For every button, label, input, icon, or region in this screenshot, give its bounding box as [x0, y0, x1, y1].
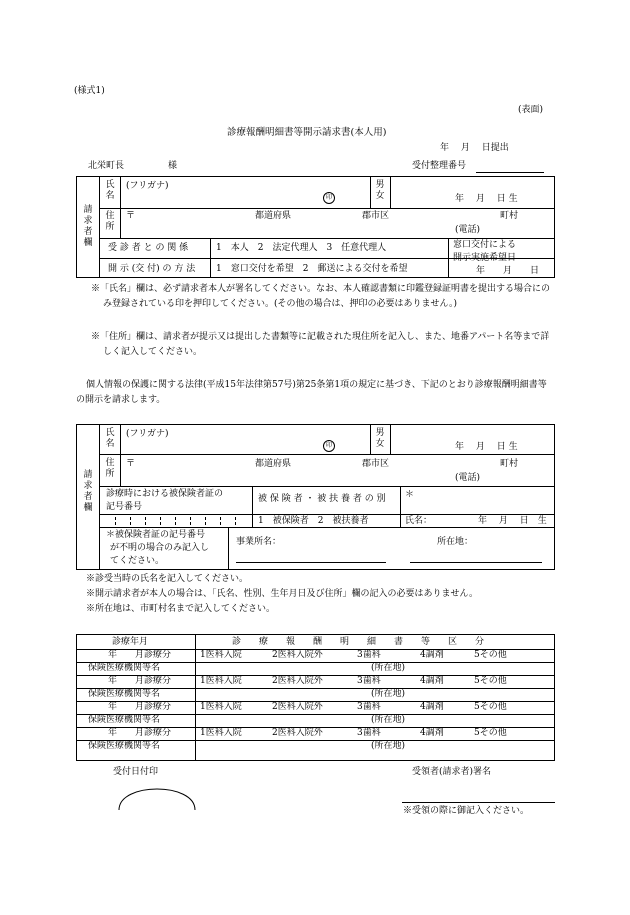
insurance-label-2: 記号番号: [106, 502, 143, 512]
table-cell-pharmacy: 4調剤: [420, 676, 444, 686]
seal-mark-2: 印: [323, 440, 335, 452]
table-cell-medical-inpatient: 1医科入院: [200, 650, 242, 660]
birth-date-2: 年 月 日 生: [455, 442, 518, 452]
office-label: 事業所名：: [236, 537, 282, 547]
relation-label: 受 診 者 と の 関 係: [108, 243, 189, 253]
requester-side-label-2: 請求者欄: [83, 470, 93, 513]
page-side: (表面): [518, 105, 544, 115]
table-cell-pharmacy: 4調剤: [420, 650, 444, 660]
table-cell-pharmacy: 4調剤: [420, 702, 444, 712]
address-label: 住所: [105, 211, 115, 232]
receipt-number-line: [476, 172, 544, 173]
table-cell-dental: 3歯科: [357, 702, 381, 712]
name-label-2: 氏名: [105, 428, 115, 449]
relation-options[interactable]: 1 本人 2 法定代理人 3 任意代理人: [216, 243, 387, 253]
addressee: 北栄町長: [88, 161, 125, 171]
note-location: ※所在地は、市町村名まで記入してください。: [86, 604, 276, 614]
table-cell-dental: 3歯科: [357, 728, 381, 738]
table-cell-medical-outpatient: 2医科入院外: [272, 676, 323, 686]
table-cell-pharmacy: 4調剤: [420, 728, 444, 738]
table-cell-medical-inpatient: 1医科入院: [200, 728, 242, 738]
receipt-number-label: 受付整理番号: [412, 161, 467, 171]
furigana-label: (フリガナ): [126, 181, 169, 191]
phone-label-2: (電話): [455, 473, 481, 483]
signature-line[interactable]: [402, 802, 555, 803]
table-cell-medical-outpatient: 2医科入院外: [272, 702, 323, 712]
table-cell-other: 5その他: [474, 728, 507, 738]
birth-date: 年 月 日 生: [455, 194, 518, 204]
table-cell-location: (所在地): [371, 689, 406, 699]
table-cell-medical-outpatient: 2医科入院外: [272, 650, 323, 660]
table-cell-facility: 保険医療機関等名: [88, 741, 161, 751]
note-name: ※「氏名」欄は、必ず請求者本人が署名してください。なお、本人確認書類に印鑑登録証明書を提出する場合にのみ登録されている印を押印してください。(その他の場合は、押印の必要はありません。): [91, 284, 551, 309]
table-cell-medical-outpatient: 2医科入院外: [272, 728, 323, 738]
town-label: 町村: [500, 211, 519, 221]
office-line: [236, 562, 386, 563]
col-header-category: 診 療 報 酬 明 細 書 等 区 分: [232, 637, 485, 647]
table-cell-month: 年 月診療分: [108, 676, 172, 686]
prefecture-label-2: 都道府県: [255, 459, 292, 469]
unknown-note-2: が不明の場合のみ記入し: [110, 543, 210, 553]
postal-mark: 〒: [126, 211, 136, 221]
stamp-arc: [117, 776, 197, 811]
table-cell-facility: 保険医療機関等名: [88, 715, 161, 725]
table-cell-dental: 3歯科: [357, 650, 381, 660]
window-label-2: 開示実施希望日: [453, 253, 517, 263]
insured-birth: 年 月 日 生: [478, 516, 547, 526]
unknown-note-3: てください。: [110, 556, 165, 566]
page-title: 診療報酬明細書等開示請求書(本人用): [227, 127, 387, 138]
table-cell-location: (所在地): [371, 715, 406, 725]
method-options[interactable]: 1 窓口交付を希望 2 郵送による交付を希望: [216, 264, 408, 274]
location-label: 所在地：: [437, 537, 474, 547]
note-address: ※「住所」欄は、請求者が提示又は提出した書類等に記載された現住所を記入し、また、地番アパート名等まで詳しく記入してください。: [91, 332, 550, 357]
postal-mark-2: 〒: [126, 459, 136, 469]
table-cell-facility: 保険医療機関等名: [88, 689, 161, 699]
request-paragraph: 個人情報の保護に関する法律(平成15年法律第57号)第25条第1項の規定に基づき、下記のとおり診療報酬明細書等の開示を請求します。: [76, 380, 547, 405]
table-cell-month: 年 月診療分: [108, 728, 172, 738]
table-cell-location: (所在地): [371, 741, 406, 751]
method-label: 開 示 (交 付) の 方 法: [108, 264, 196, 274]
table-cell-facility: 保険医療機関等名: [88, 663, 161, 673]
table-cell-month: 年 月診療分: [108, 650, 172, 660]
insurance-label-1: 診療時における被保険者証の: [106, 489, 224, 499]
table-cell-location: (所在地): [371, 663, 406, 673]
unknown-note-1: ＊被保険者証の記号番号: [106, 530, 206, 540]
table-cell-month: 年 月診療分: [108, 702, 172, 712]
reception-stamp-label: 受付日付印: [113, 767, 159, 777]
insured-type-label: 被 保 険 者 ・ 被 扶 養 者 の 別: [258, 494, 386, 504]
table-cell-dental: 3歯科: [357, 676, 381, 686]
table-cell-other: 5その他: [474, 676, 507, 686]
gender-label-2: 男女: [375, 428, 385, 449]
city-label-2: 郡市区: [362, 459, 390, 469]
table-cell-medical-inpatient: 1医科入院: [200, 676, 242, 686]
asterisk-mark: ＊: [405, 490, 415, 500]
town-label-2: 町村: [500, 459, 519, 469]
table-cell-medical-inpatient: 1医科入院: [200, 702, 242, 712]
window-label-1: 窓口交付による: [453, 240, 517, 250]
name-label: 氏名: [105, 180, 115, 201]
window-date: 年 月 日: [476, 266, 540, 276]
insured-options[interactable]: 1 被保険者 2 被扶養者: [258, 516, 369, 526]
location-line: [410, 562, 542, 563]
submit-date: 年 月 日提出: [440, 143, 509, 153]
signature-note: ※受領の際に御記入ください。: [403, 806, 530, 816]
gender-label: 男女: [375, 180, 385, 201]
address-label-2: 住所: [105, 458, 115, 479]
phone-label: (電話): [455, 225, 481, 235]
requester-side-label: 請求者欄: [83, 205, 93, 248]
addressee-honorific: 様: [168, 161, 178, 171]
furigana-label-2: (フリガナ): [126, 429, 169, 439]
note-past-name: ※診受当時の氏名を記入してください。: [86, 574, 249, 584]
city-label: 郡市区: [362, 211, 390, 221]
seal-mark: 印: [323, 192, 335, 204]
table-cell-other: 5その他: [474, 702, 507, 712]
insurance-number-cells[interactable]: [100, 514, 252, 527]
insured-name-label: 氏名：: [405, 516, 433, 526]
signature-label: 受領者(請求者)署名: [412, 767, 492, 777]
note-self-requester: ※開示請求者が本人の場合は、「氏名、性別、生年月日及び住所」欄の記入の必要はありません。: [86, 589, 479, 599]
prefecture-label: 都道府県: [255, 211, 292, 221]
form-number: (様式1): [74, 86, 105, 96]
col-header-month: 診療年月: [112, 637, 149, 647]
table-cell-other: 5その他: [474, 650, 507, 660]
